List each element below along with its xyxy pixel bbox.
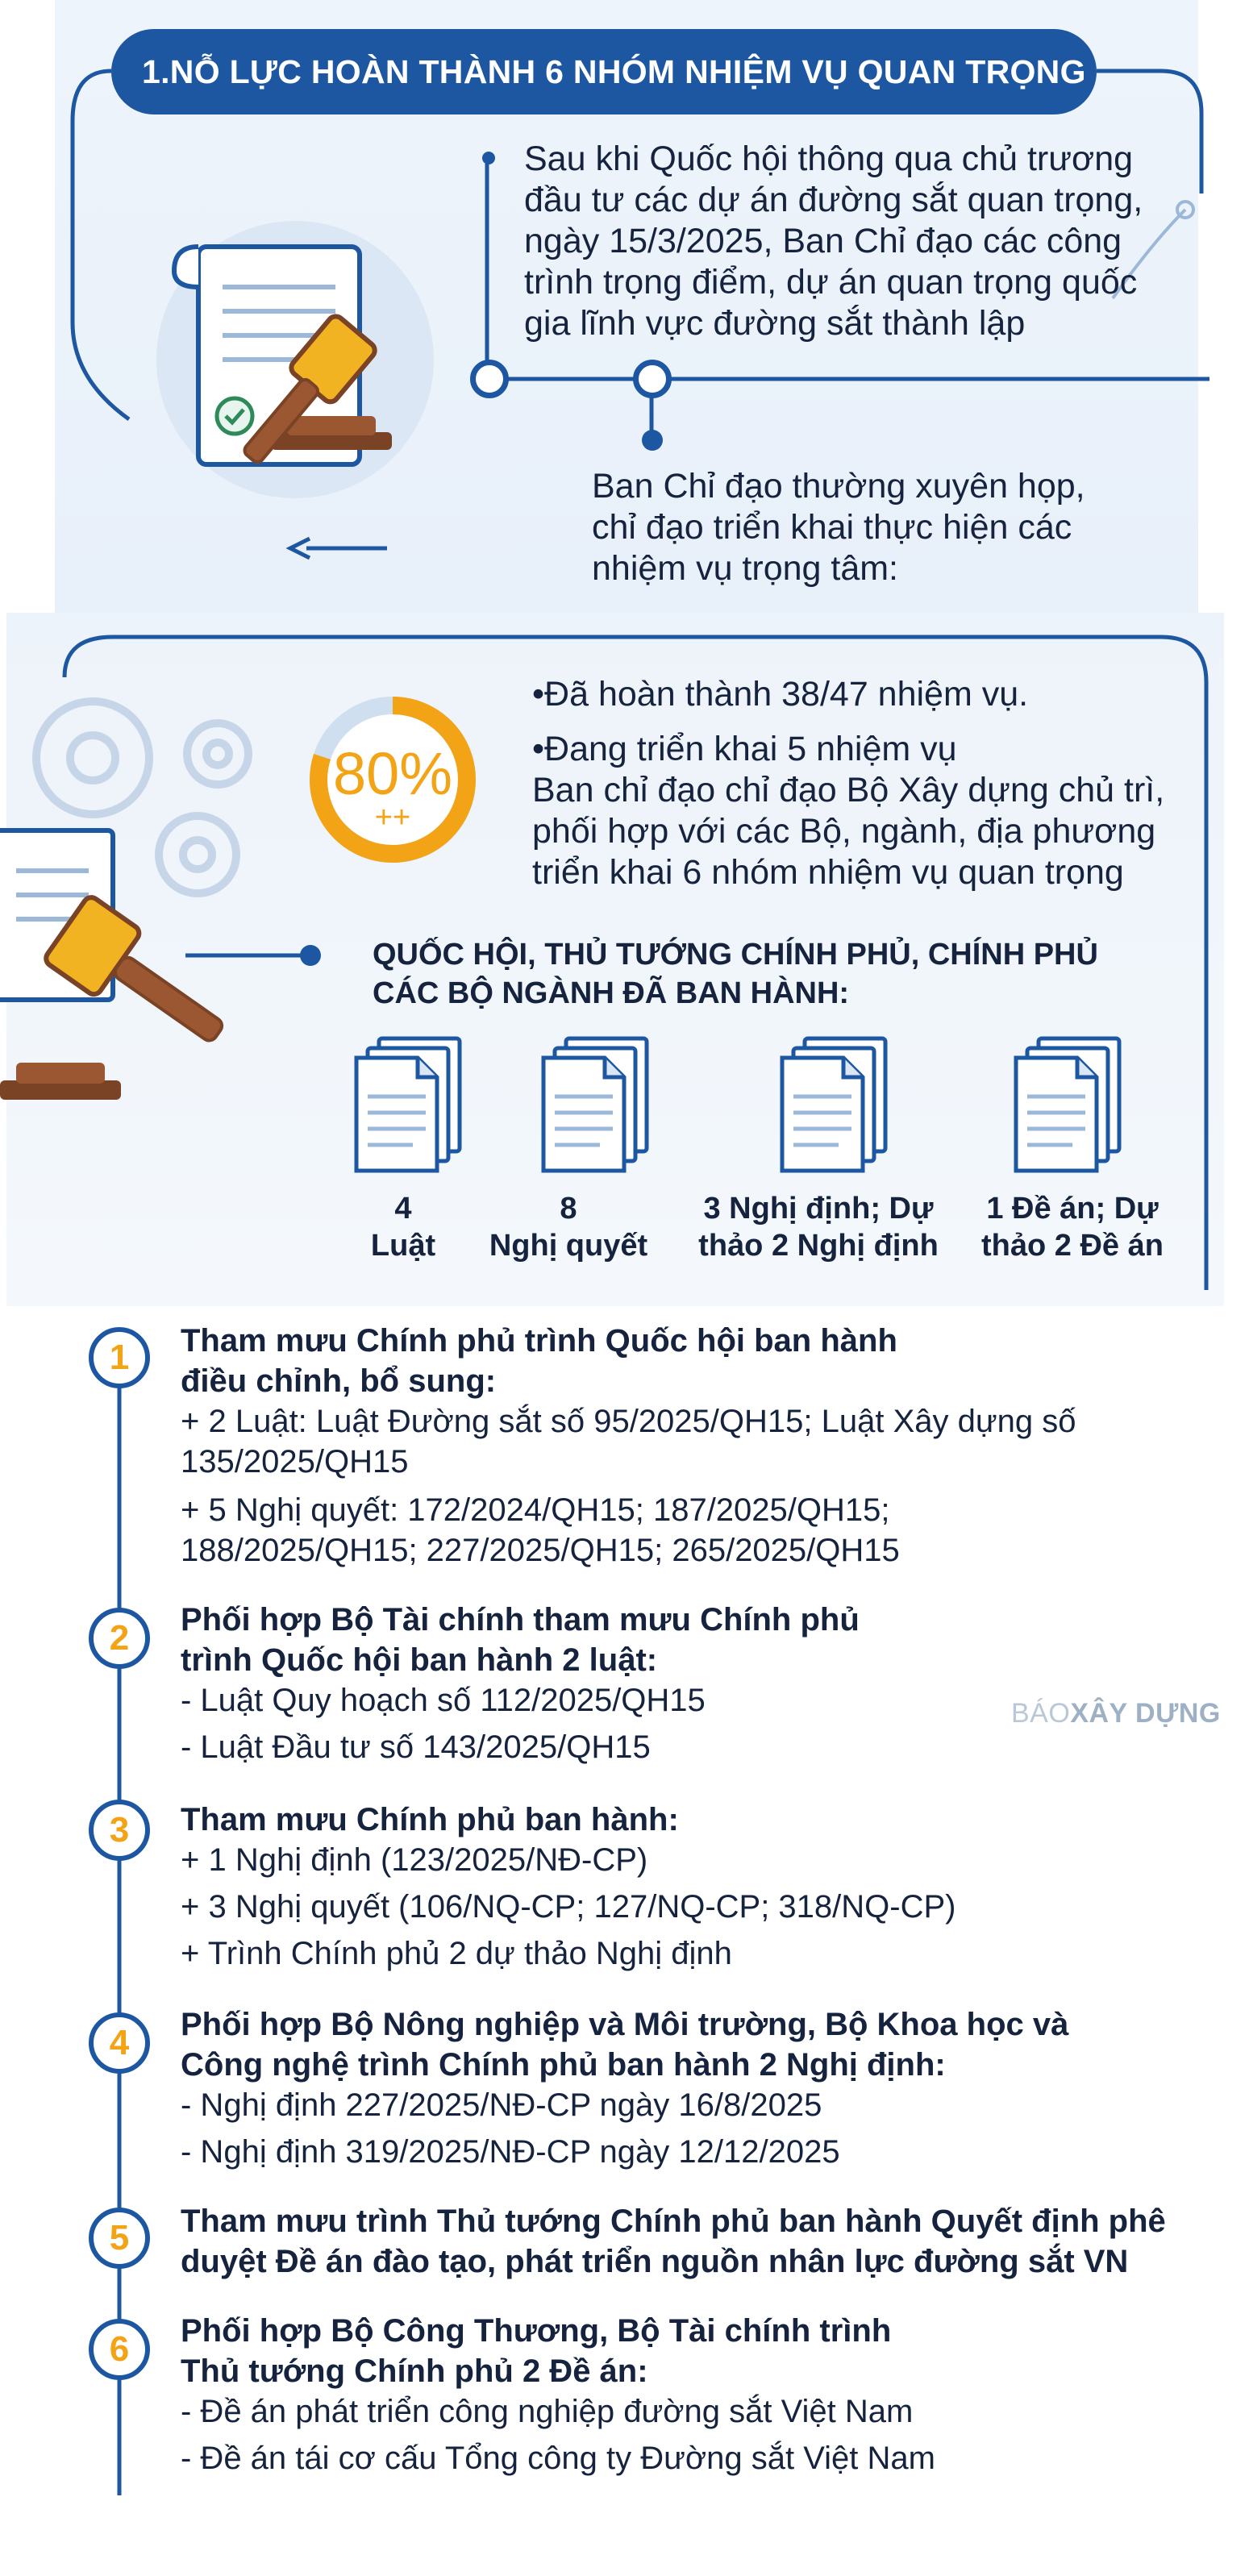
task-title: Phối hợp Bộ Công Thương, Bộ Tài chính trình [181,2313,892,2349]
doc-count: 3 Nghị định; Dự [703,1192,934,1226]
task-detail: + 2 Luật: Luật Đường sắt số 95/2025/QH15; Luật Xây dựng số [181,1404,1076,1439]
intro-line: trình trọng điểm, dự án quan trọng quốc [524,263,1138,302]
task-title: Tham mưu trình Thủ tướng Chính phủ ban hành Quyết định phê [181,2204,1166,2239]
task-title: Tham mưu Chính phủ ban hành: [181,1802,679,1837]
task-title: Thủ tướng Chính phủ 2 Đề án: [181,2353,648,2389]
watermark-brand: XÂY DỰNG [1070,1698,1221,1729]
issued-heading [373,935,1098,1013]
issued-heading-line: CÁC BỘ NGÀNH ĐÃ BAN HÀNH: [373,976,850,1010]
document-stack-icon [535,1032,656,1177]
section-title: 1.NỖ LỰC HOÀN THÀNH 6 NHÓM NHIỆM VỤ QUAN TRỌNG [111,29,1097,114]
intro-line: ngày 15/3/2025, Ban Chỉ đạo các công [524,222,1122,260]
task-item-6 [181,2311,1229,2478]
watermark-prefix: BÁO [1011,1698,1071,1729]
task-title: Tham mưu Chính phủ trình Quốc hội ban hành [181,1323,897,1359]
doc-type: thảo 2 Đề án [981,1229,1164,1263]
intro-line: Sau khi Quốc hội thông qua chủ trương [524,139,1134,178]
progress-percent: 80% [332,740,453,807]
progress-desc: phối hợp với các Bộ, ngành, địa phương [532,812,1156,851]
task-detail: - Nghị định 227/2025/NĐ-CP ngày 16/8/2025 [181,2087,822,2123]
task-detail: - Đề án tái cơ cấu Tổng công ty Đường sắt Việt Nam [181,2441,935,2476]
doc-count: 1 Đề án; Dự [986,1192,1159,1226]
task-detail: - Luật Quy hoạch số 112/2025/QH15 [181,1683,706,1718]
progress-plus: ++ [374,801,411,834]
task-number-6: 6 [89,2319,150,2380]
task-detail: + 3 Nghị quyết (106/NQ-CP; 127/NQ-CP; 318/NQ-CP) [181,1889,956,1925]
doc-count: 4 [394,1192,412,1226]
meeting-line: Ban Chỉ đạo thường xuyên họp, [592,467,1085,506]
task-detail: + 5 Nghị quyết: 172/2024/QH15; 187/2025/QH15; [181,1492,890,1528]
doc-type: thảo 2 Nghị định [698,1229,939,1263]
issued-heading-line: QUỐC HỘI, THỦ TƯỚNG CHÍNH PHỦ, CHÍNH PHỦ [373,938,1098,972]
doc-label-projects [960,1190,1185,1264]
task-item-2 [181,1600,1213,1767]
progress-desc: triển khai 6 nhóm nhiệm vụ quan trọng [532,853,1124,892]
task-number-5: 5 [89,2208,150,2269]
contract-gavel-illustration [142,198,448,505]
progress-text [532,671,1164,893]
done-tasks: •Đã hoàn thành 38/47 nhiệm vụ. [532,675,1029,714]
task-detail: 135/2025/QH15 [181,1444,409,1479]
doc-count: 8 [560,1192,577,1226]
doc-label-laws [314,1190,492,1264]
task-item-4 [181,2004,1229,2172]
timeline-dot [642,430,663,451]
task-detail: - Đề án phát triển công nghiệp đường sắt Việt Nam [181,2394,914,2429]
timeline-node [633,360,672,398]
task-detail: + 1 Nghị định (123/2025/NĐ-CP) [181,1842,648,1878]
document-stack-icon [1008,1032,1129,1177]
doc-label-resolutions [468,1190,669,1264]
intro-line: đầu tư các dự án đường sắt quan trọng, [524,181,1143,219]
task-number-4: 4 [89,2012,150,2074]
timeline-node [470,360,509,398]
task-number-3: 3 [89,1800,150,1861]
task-number-2: 2 [89,1608,150,1669]
ongoing-tasks: •Đang triển khai 5 nhiệm vụ [532,730,957,768]
task-detail: 188/2025/QH15; 227/2025/QH15; 265/2025/QH15 [181,1533,900,1568]
progress-desc: Ban chỉ đạo chỉ đạo Bộ Xây dựng chủ trì, [532,771,1165,809]
task-item-5 [181,2201,1229,2282]
task-item-1 [181,1321,1213,1571]
document-stack-icon [348,1032,469,1177]
meeting-line: nhiệm vụ trọng tâm: [592,549,899,588]
task-title: Công nghệ trình Chính phủ ban hành 2 Nghị định: [181,2047,946,2083]
doc-label-decrees [685,1190,951,1264]
doc-type: Nghị quyết [489,1229,648,1263]
task-detail: - Luật Đầu tư số 143/2025/QH15 [181,1729,651,1765]
task-title: Phối hợp Bộ Nông nghiệp và Môi trường, Bộ Khoa học và [181,2007,1069,2042]
timeline-dot [482,152,495,164]
task-item-3 [181,1800,1213,1974]
task-detail: - Nghị định 319/2025/NĐ-CP ngày 12/12/2025 [181,2134,840,2170]
meeting-text [592,466,1085,589]
intro-text [524,139,1143,344]
meeting-line: chỉ đạo triển khai thực hiện các [592,508,1072,547]
doc-type: Luật [370,1229,436,1263]
document-stack-icon [774,1032,895,1177]
task-detail: + Trình Chính phủ 2 dự thảo Nghị định [181,1936,732,1971]
timeline-dot [300,945,321,966]
task-title: duyệt Đề án đào tạo, phát triển nguồn nhân lực đường sắt VN [181,2244,1129,2279]
task-title: Phối hợp Bộ Tài chính tham mưu Chính phủ [181,1602,860,1638]
intro-line: gia lĩnh vực đường sắt thành lập [524,304,1026,343]
task-title: điều chỉnh, bổ sung: [181,1363,497,1399]
task-title: trình Quốc hội ban hành 2 luật: [181,1642,658,1678]
task-number-1: 1 [89,1327,150,1388]
watermark [1011,1698,1221,1729]
